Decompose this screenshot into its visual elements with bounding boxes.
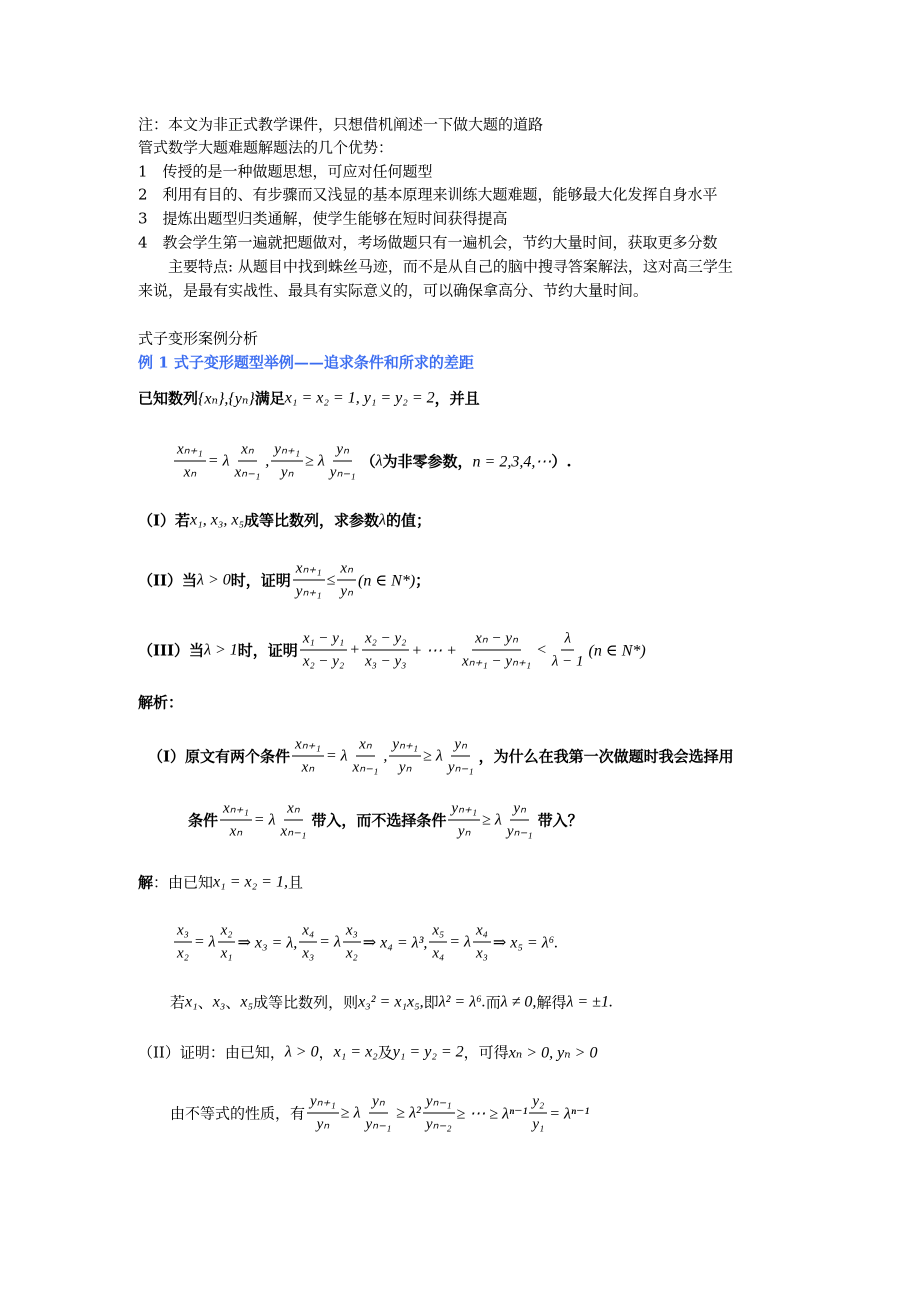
fraction xyxy=(174,441,206,482)
analysis-part-1-line-1 xyxy=(148,736,734,777)
fraction-denominator: xₙ xyxy=(229,823,243,840)
fraction xyxy=(307,1093,339,1134)
text-run: 来说，是最有实战性、最具有实际意义的，可以确保拿高分、节约大量时间。 xyxy=(138,281,649,300)
fraction-denominator: yₙ xyxy=(316,1116,330,1133)
text-run: 由不等式的性质，有 xyxy=(170,1104,306,1123)
text-run: 式子变形案例分析 xyxy=(138,329,259,348)
math-expression: λ > 0 xyxy=(284,1043,319,1060)
solution-start xyxy=(138,872,303,893)
math-expression: ≥ ⋯ ≥ λⁿ⁻¹ xyxy=(456,1105,528,1122)
math-expression: x₁ = x₂ = 1, y₁ = y₂ = 2 xyxy=(284,389,435,406)
text-run: 时，证明 xyxy=(237,641,298,660)
text-run: 且 xyxy=(287,873,303,892)
fraction xyxy=(232,441,264,482)
text-run: 而 xyxy=(485,993,501,1012)
math-expression: ≥ λ xyxy=(423,747,443,764)
fraction-denominator: x₄ xyxy=(432,945,445,962)
fraction xyxy=(220,800,252,841)
fraction-denominator: yₙ₋₂ xyxy=(425,1116,452,1133)
fraction-numerator: xₙ₊₁ xyxy=(293,560,325,581)
fraction xyxy=(459,630,534,671)
fraction-denominator: y₁ xyxy=(532,1116,545,1133)
fraction xyxy=(327,441,359,482)
math-expression: ≥ λ xyxy=(305,452,325,469)
text-run: 4 教会学生第一遍就把题做对，考场做题只有一遍机会，节约大量时间，获取更多分数 xyxy=(138,233,718,252)
math-expression: xₙ > 0, yₙ > 0 xyxy=(508,1044,598,1061)
text-run: ， xyxy=(318,1043,334,1062)
fraction-denominator: yₙ xyxy=(280,464,294,481)
fraction xyxy=(218,922,236,963)
fraction-numerator: yₙ₊₁ xyxy=(271,441,303,462)
math-expression: , xyxy=(383,747,388,764)
question-1 xyxy=(138,510,431,531)
math-expression: ⇒ x₅ = λ⁶. xyxy=(492,934,559,951)
text-run: （I）若 xyxy=(138,511,191,530)
math-expression: x₃² = x₁x₅, xyxy=(358,993,424,1010)
fraction xyxy=(362,630,409,671)
fraction-numerator: yₙ xyxy=(451,736,470,757)
fraction-numerator: x₃ xyxy=(174,922,192,943)
fraction xyxy=(473,922,491,963)
proof-part-2-start xyxy=(138,1042,597,1063)
fraction-numerator: yₙ xyxy=(510,800,529,821)
bold-label: 解 xyxy=(138,873,154,892)
fraction-numerator: xₙ xyxy=(238,441,257,462)
fraction-denominator: xₙ₋₁ xyxy=(280,823,307,840)
math-expression: = λ xyxy=(253,811,276,828)
advantage-item-2 xyxy=(138,184,718,205)
fraction xyxy=(504,800,536,841)
fraction-numerator: x₂ − y₂ xyxy=(362,630,409,651)
fraction-numerator: λ xyxy=(561,630,574,651)
text-run: 、 xyxy=(197,993,213,1012)
fraction-denominator: λ − 1 xyxy=(551,653,584,670)
text-run: 成等比数列，则 xyxy=(253,993,359,1012)
text-run: 带入？ xyxy=(537,811,583,830)
fraction-denominator: yₙ₋₁ xyxy=(365,1116,392,1133)
fraction-denominator: x₃ xyxy=(475,945,488,962)
math-expression: x₁ = x₂ xyxy=(333,1043,378,1060)
fraction-denominator: yₙ₋₁ xyxy=(506,823,533,840)
text-run: ，可得 xyxy=(463,1043,509,1062)
fraction xyxy=(292,736,324,777)
text-run: 及 xyxy=(377,1043,393,1062)
fraction-denominator: xₙ xyxy=(301,759,315,776)
text-run: 为非零参数， xyxy=(382,452,473,471)
fraction-numerator: x₅ xyxy=(429,922,447,943)
fraction-numerator: xₙ₊₁ xyxy=(292,736,324,757)
math-expression: (n ∈ N*) xyxy=(588,642,646,659)
fraction-denominator: x₁ xyxy=(220,945,233,962)
text-run: 注：本文为非正式教学课件，只想借机阐述一下做大题的道路 xyxy=(138,115,544,134)
text-run: 解析： xyxy=(138,693,184,712)
text-run: 已知数列 xyxy=(138,389,199,408)
text-run: 3 提炼出题型归类通解，使学生能够在短时间获得提高 xyxy=(138,209,508,228)
text-run: ：由已知 xyxy=(153,873,214,892)
fraction-denominator: x₂ − y₂ xyxy=(302,653,345,670)
fraction-numerator: yₙ₊₁ xyxy=(307,1093,339,1114)
text-run: ，为什么在我第一次做题时我会选择用 xyxy=(478,747,734,766)
math-expression: = λ xyxy=(207,452,230,469)
problem-statement xyxy=(138,388,480,409)
text-run: 解得 xyxy=(536,993,567,1012)
fraction-denominator: yₙ xyxy=(340,583,353,600)
math-expression: , xyxy=(265,452,270,469)
text-run: 带入，而不选择条件 xyxy=(311,811,447,830)
fraction-numerator: x₄ xyxy=(473,922,491,943)
fraction-numerator: xₙ xyxy=(356,736,375,757)
advantage-item-1 xyxy=(138,161,433,182)
fraction xyxy=(429,922,447,963)
text-run: ）. xyxy=(551,452,572,471)
text-run: （ xyxy=(360,452,376,471)
fraction-denominator: xₙ xyxy=(183,464,197,481)
fraction xyxy=(299,922,317,963)
math-expression: y₁ = y₂ = 2 xyxy=(392,1043,464,1060)
text-run: 成等比数列，求参数 xyxy=(244,511,380,530)
fraction-denominator: x₂ xyxy=(345,945,358,962)
math-expression: x₅ xyxy=(240,993,254,1010)
text-run: 1 传授的是一种做题思想，可应对任何题型 xyxy=(138,162,433,181)
analysis-heading xyxy=(138,692,183,713)
fraction-numerator: x₁ − y₁ xyxy=(300,630,347,651)
text-run: （II）当 xyxy=(138,571,198,590)
math-expression: (n ∈ N*) xyxy=(358,572,416,589)
example-title xyxy=(138,352,474,373)
solution-derivation xyxy=(172,922,558,963)
fraction-denominator: xₙ₋₁ xyxy=(234,464,261,481)
math-expression: x₁ xyxy=(185,993,198,1010)
text-run: 即 xyxy=(423,993,439,1012)
math-expression: = λ xyxy=(193,933,216,950)
math-expression: {xₙ},{yₙ} xyxy=(198,390,255,407)
math-expression: λ xyxy=(379,511,386,528)
fraction-numerator: yₙ₊₁ xyxy=(448,800,480,821)
fraction-numerator: xₙ₊₁ xyxy=(220,800,252,821)
math-expression: λ² = λ⁶. xyxy=(438,993,486,1010)
math-expression: ≥ λ² xyxy=(396,1104,421,1121)
text-run: 主要特点: 从题目中找到蛛丝马迹，而不是从自己的脑中搜寻答案解法，这对高三学生 xyxy=(138,257,733,276)
fraction-denominator: yₙ xyxy=(398,759,412,776)
math-expression: ≥ λ xyxy=(340,1104,361,1121)
note-line xyxy=(138,114,543,135)
math-expression: ≤ xyxy=(326,571,336,588)
proof-inequality-chain xyxy=(170,1093,589,1134)
fraction xyxy=(549,630,587,671)
question-3 xyxy=(138,630,646,671)
math-expression: λ > 0 xyxy=(197,571,231,588)
advantage-item-3 xyxy=(138,208,508,229)
fraction xyxy=(300,630,347,671)
text-run: 例 1 式子变形题型举例——追求条件和所求的差距 xyxy=(138,353,474,372)
math-expression: λ > 1 xyxy=(204,641,238,658)
math-expression: λ ≠ 0, xyxy=(500,993,537,1010)
fraction-numerator: yₙ₋₁ xyxy=(423,1093,455,1114)
section-title xyxy=(138,328,258,349)
math-expression: = λ xyxy=(449,933,471,950)
text-run: 若 xyxy=(170,993,186,1012)
text-run: 2 利用有目的、有步骤而又浅显的基本原理来训练大题难题，能够最大化发挥自身水平 xyxy=(138,185,718,204)
fraction-numerator: yₙ₊₁ xyxy=(389,736,421,757)
fraction xyxy=(389,736,421,777)
fraction xyxy=(337,560,356,601)
question-2 xyxy=(138,560,430,601)
math-expression: ⇒ x₄ = λ³, xyxy=(362,934,428,951)
fraction-denominator: xₙ₋₁ xyxy=(352,759,379,776)
fraction xyxy=(448,800,480,841)
problem-conditions xyxy=(172,441,572,482)
math-expression: n = 2,3,4,⋯ xyxy=(472,453,552,470)
features-paragraph-line-1 xyxy=(138,256,733,277)
features-paragraph-line-2 xyxy=(138,280,648,301)
math-expression: + ⋯ + xyxy=(411,642,457,659)
text-run: 管式数学大题难题解题法的几个优势： xyxy=(138,138,394,157)
fraction-numerator: yₙ xyxy=(369,1093,388,1114)
fraction-numerator: x₂ xyxy=(218,922,236,943)
math-expression: ≥ λ xyxy=(482,811,502,828)
fraction-numerator: x₃ xyxy=(343,922,361,943)
fraction xyxy=(529,1093,547,1134)
text-run: 的值； xyxy=(385,511,431,530)
fraction xyxy=(350,736,382,777)
text-run: 、 xyxy=(225,993,241,1012)
analysis-part-1-line-2 xyxy=(188,800,583,841)
math-expression: = λⁿ⁻¹ xyxy=(549,1105,590,1122)
math-expression: λ = ±1. xyxy=(566,993,613,1010)
text-run: 满足 xyxy=(254,389,285,408)
fraction xyxy=(293,560,325,601)
fraction-numerator: yₙ xyxy=(333,441,352,462)
fraction-denominator: yₙ₊₁ xyxy=(295,583,322,600)
text-run: ，并且 xyxy=(434,389,480,408)
fraction-numerator: y₂ xyxy=(529,1093,547,1114)
fraction-denominator: yₙ₋₁ xyxy=(329,464,356,481)
text-run: 时，证明 xyxy=(230,571,291,590)
text-run: （I）原文有两个条件 xyxy=(148,747,291,766)
text-run: （II）证明：由已知， xyxy=(138,1043,285,1062)
fraction xyxy=(423,1093,455,1134)
math-expression: λ xyxy=(375,452,383,469)
math-expression: = λ xyxy=(319,933,341,950)
text-run: ； xyxy=(415,571,431,590)
fraction-denominator: x₃ xyxy=(302,945,315,962)
fraction xyxy=(363,1093,395,1134)
text-run: 条件 xyxy=(188,811,219,830)
fraction-denominator: x₃ − y₃ xyxy=(364,653,407,670)
math-expression: x₁, x₃, x₅ xyxy=(190,511,245,528)
fraction-numerator: xₙ xyxy=(337,560,356,581)
text-run: （III）当 xyxy=(138,641,205,660)
fraction xyxy=(445,736,477,777)
fraction-denominator: yₙ xyxy=(457,823,471,840)
fraction-numerator: xₙ xyxy=(284,800,303,821)
fraction xyxy=(271,441,303,482)
solution-conclusion xyxy=(170,992,613,1013)
fraction-denominator: xₙ₊₁ − yₙ₊₁ xyxy=(461,653,532,670)
advantages-heading xyxy=(138,137,393,158)
math-expression: x₃ xyxy=(212,993,226,1010)
fraction xyxy=(174,922,192,963)
math-expression: ⇒ x₃ = λ, xyxy=(237,934,298,951)
fraction-numerator: x₄ xyxy=(299,922,317,943)
math-expression: = λ xyxy=(325,747,348,764)
fraction-numerator: xₙ₊₁ xyxy=(174,441,206,462)
fraction xyxy=(278,800,310,841)
fraction xyxy=(343,922,361,963)
math-expression: < xyxy=(536,641,547,658)
math-expression: x₁ = x₂ = 1, xyxy=(213,873,288,890)
math-expression: + xyxy=(349,641,360,658)
fraction-denominator: x₂ xyxy=(177,945,189,962)
advantage-item-4 xyxy=(138,232,718,253)
fraction-denominator: yₙ₋₁ xyxy=(447,759,474,776)
fraction-numerator: xₙ − yₙ xyxy=(472,630,521,651)
